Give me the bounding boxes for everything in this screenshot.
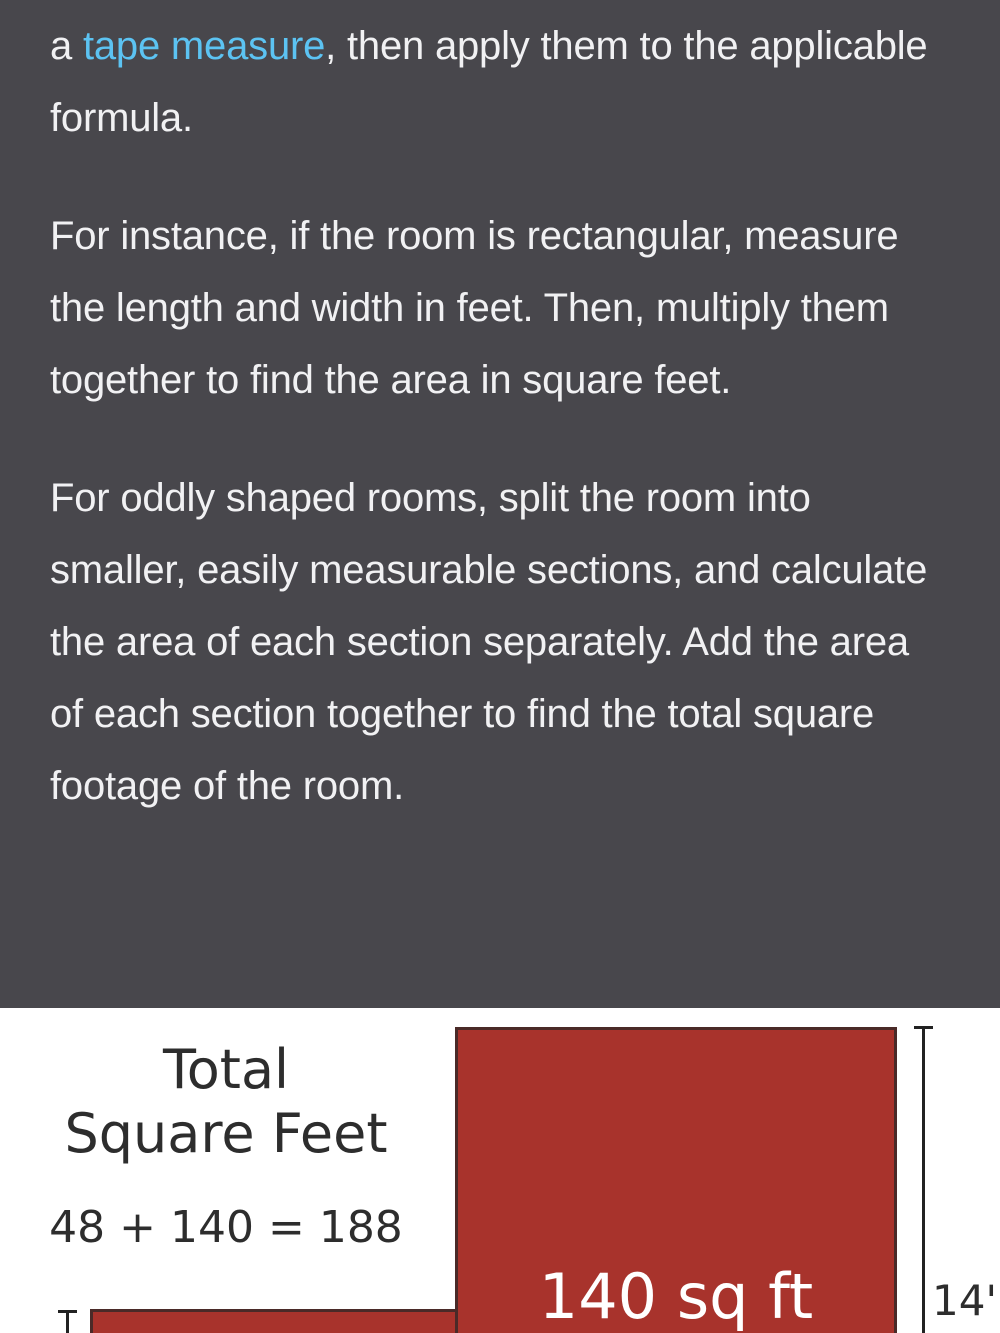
paragraph-lead: a	[50, 24, 83, 68]
large-section-label: 140 sq ft	[538, 1260, 814, 1333]
paragraph-rest: , then apply them to the applicable formula.	[50, 24, 928, 140]
square-footage-figure	[0, 1008, 1000, 1333]
tape-measure-link[interactable]: tape measure	[82, 24, 326, 68]
figure-title-line2: Square Feet	[64, 1102, 388, 1165]
figure-title	[40, 1038, 412, 1166]
paragraph-odd-shapes: For oddly shaped rooms, split the room into smaller, easily measurable sections, and calculate the area of each section separately. Add the area of each section together to find the total square footage of the room.	[50, 476, 928, 808]
small-section-rectangle	[90, 1309, 458, 1333]
figure-title-line1: Total	[162, 1038, 290, 1101]
height-dimension-label: 14'	[932, 1276, 997, 1325]
area-equation: 48 + 140 = 188	[49, 1202, 403, 1253]
large-section-rectangle	[455, 1027, 897, 1333]
small-section-dimension-tick	[58, 1310, 77, 1313]
height-dimension-line	[922, 1028, 925, 1333]
paragraph-rectangular: For instance, if the room is rectangular, measure the length and width in feet. Then, multiply them together to find the area in square feet.	[50, 214, 899, 402]
height-dimension-top-tick	[914, 1026, 933, 1029]
paragraph-formula	[50, 10, 950, 154]
small-section-dimension-line	[66, 1312, 69, 1333]
